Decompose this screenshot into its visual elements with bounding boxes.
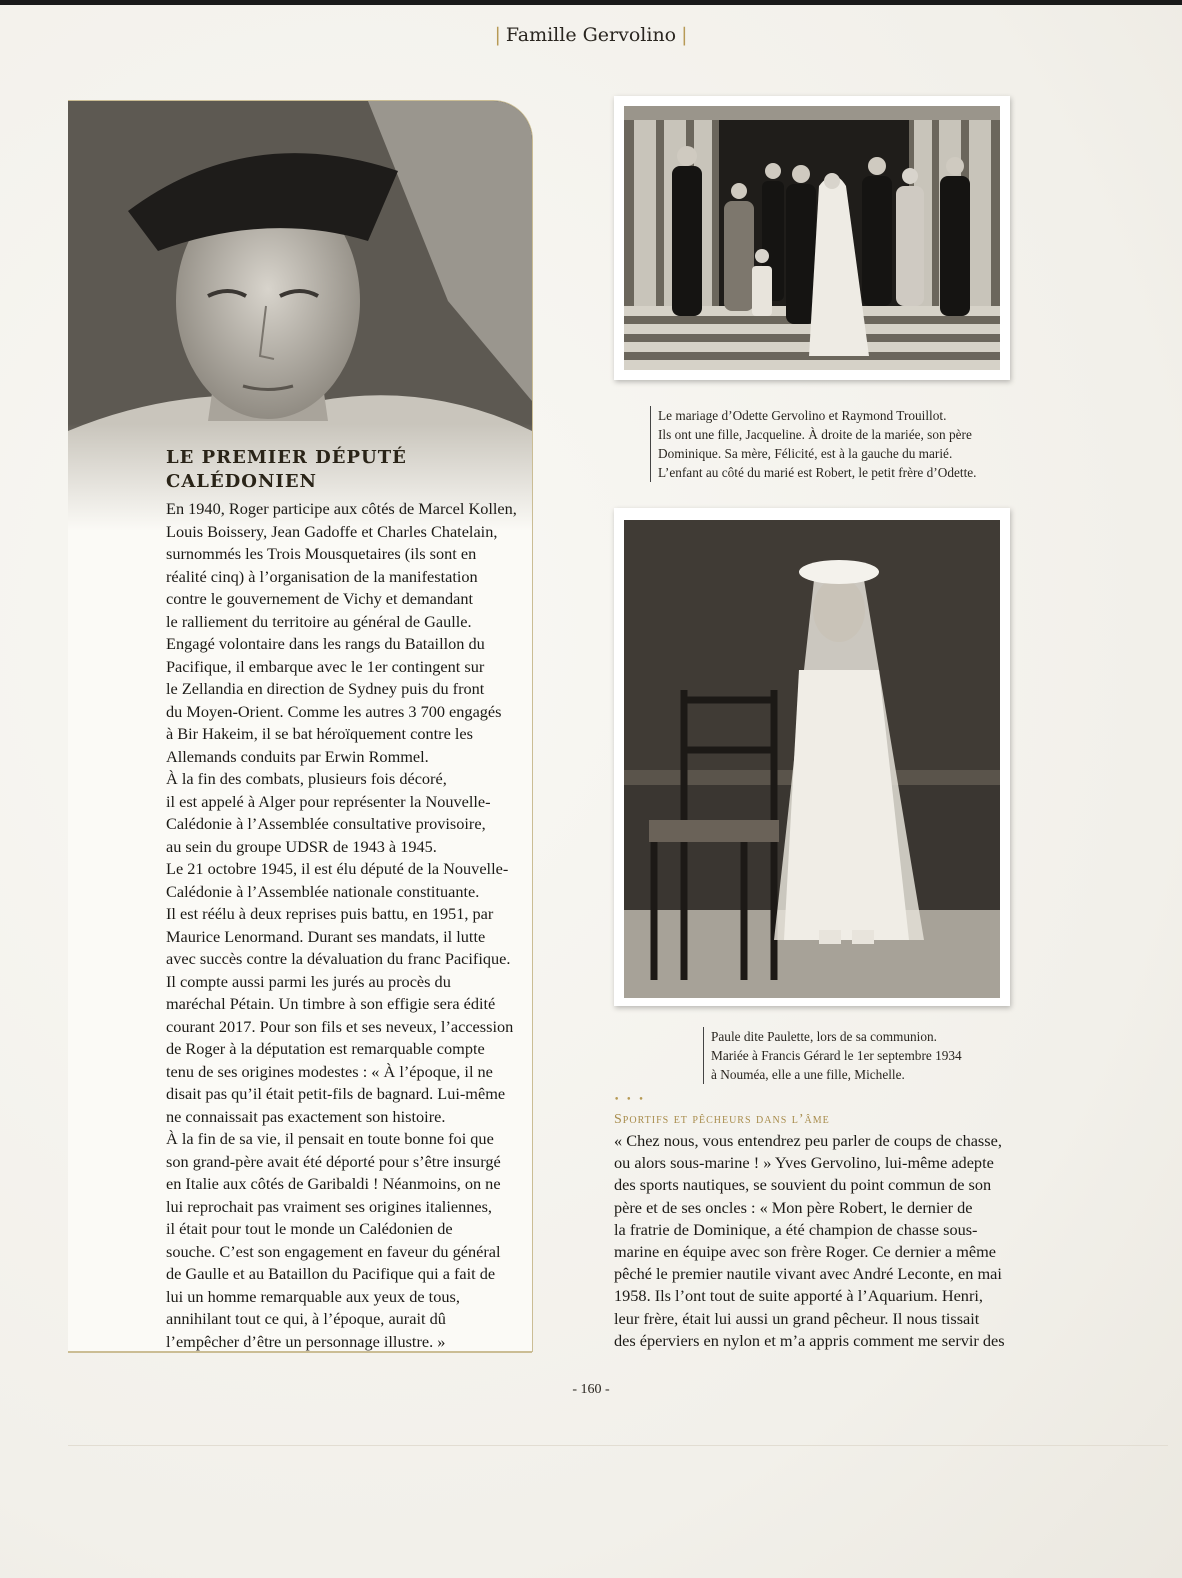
feature-body-line: En 1940, Roger participe aux côtés de Marcel Kollen,	[166, 499, 517, 518]
caption-line: Le mariage d’Odette Gervolino et Raymond Trouillot.	[658, 408, 947, 423]
fishing-body-line: la fratrie de Dominique, a été champion de chasse sous-	[614, 1219, 978, 1239]
feature-body-line: Allemands conduits par Erwin Rommel.	[166, 746, 429, 766]
section-title-line2: CALÉDONIEN	[166, 471, 318, 492]
fishing-body-line: marine en équipe avec son frère Roger. Ce dernier a même	[614, 1242, 996, 1262]
feature-body-line: au sein du groupe UDSR de 1943 à 1945.	[166, 836, 437, 856]
panel-bottom-rule	[68, 1352, 532, 1353]
feature-body-line: annihilant tout ce qui, à l’époque, aurait dû	[166, 1309, 446, 1328]
footer-rule	[68, 1445, 1168, 1446]
feature-body-line: Calédonie à l’Assemblée consultative provisoire,	[166, 814, 486, 833]
header-bar-right: |	[681, 24, 688, 46]
fishing-section-body	[614, 1130, 1024, 1352]
feature-body-line: ne connaissait pas exactement son histoire.	[166, 1106, 446, 1126]
feature-body-line: il était pour tout le monde un Calédonien de	[166, 1219, 453, 1238]
feature-body-line: tenu de ses origines modestes : « À l’époque, il ne	[166, 1061, 493, 1081]
feature-body-line: Louis Boissery, Jean Gadoffe et Charles Chatelain,	[166, 521, 498, 541]
wedding-photo	[624, 106, 1000, 370]
feature-body-line: Engagé volontaire dans les rangs du Bataillon du	[166, 634, 485, 653]
feature-body	[166, 498, 526, 1352]
header-bar-left: |	[494, 24, 501, 46]
fishing-section-title: Sportifs et pêcheurs dans l’âme	[614, 1112, 830, 1127]
fishing-body-line: ou alors sous-marine ! » Yves Gervolino, lui-même adepte	[614, 1153, 994, 1173]
feature-body-line: surnommés les Trois Mousquetaires (ils sont en	[166, 544, 477, 563]
section-title-line1: LE PREMIER DÉPUTÉ	[166, 447, 407, 468]
feature-body-line: à Bir Hakeim, il se bat héroïquement contre les	[166, 724, 473, 743]
feature-body-line: Calédonie à l’Assemblée nationale constituante.	[166, 881, 480, 901]
communion-photo-frame	[614, 508, 1010, 1006]
header-title: Famille Gervolino	[505, 24, 677, 46]
feature-body-line: le Zellandia en direction de Sydney puis du front	[166, 679, 485, 698]
fishing-body-line: des éperviers en nylon et m’a appris comment me servir des	[614, 1330, 1005, 1350]
feature-body-line: de Roger à la députation est remarquable compte	[166, 1039, 485, 1058]
fishing-body-line: père et de ses oncles : « Mon père Robert, le dernier de	[614, 1197, 973, 1217]
running-header	[0, 24, 1182, 46]
feature-body-line: disait pas qu’il était petit-fils de bagnard. Lui-même	[166, 1084, 506, 1103]
feature-body-line: lui un homme remarquable aux yeux de tous,	[166, 1286, 460, 1306]
feature-body-line: le ralliement du territoire au général de Gaulle.	[166, 611, 472, 631]
feature-body-line: Le 21 octobre 1945, il est élu député de la Nouvelle-	[166, 859, 509, 878]
caption-line: Paule dite Paulette, lors de sa communion.	[711, 1029, 938, 1044]
feature-body-line: avec succès contre la dévaluation du franc Pacifique.	[166, 949, 511, 968]
caption-line: Dominique. Sa mère, Félicité, est à la gauche du marié.	[658, 446, 953, 461]
feature-body-line: lui reprochait pas vraiment ses origines italiennes,	[166, 1196, 492, 1216]
fishing-body-line: des sports nautiques, se souvient du point commun de son	[614, 1175, 992, 1195]
feature-body-line: Pacifique, il embarque avec le 1er contingent sur	[166, 656, 485, 676]
feature-body-line: Maurice Lenormand. Durant ses mandats, il lutte	[166, 926, 486, 946]
feature-body-line: en Italie aux côtés de Garibaldi ! Néanmoins, on ne	[166, 1174, 501, 1193]
feature-body-line: contre le gouvernement de Vichy et demandant	[166, 589, 474, 608]
feature-body-line: À la fin des combats, plusieurs fois décoré,	[166, 769, 447, 788]
caption-line: à Nouméa, elle a une fille, Michelle.	[711, 1067, 905, 1082]
feature-body-line: maréchal Pétain. Un timbre à son effigie sera édité	[166, 994, 496, 1013]
page-number: - 160 -	[572, 1382, 610, 1397]
feature-body-line: Il compte aussi parmi les jurés au procès du	[166, 971, 451, 991]
feature-body-line: souche. C’est son engagement en faveur du général	[166, 1241, 501, 1261]
feature-body-line: Il est réélu à deux reprises puis battu, en 1951, par	[166, 904, 494, 923]
feature-body-line: À la fin de sa vie, il pensait en toute bonne foi que	[166, 1129, 494, 1148]
communion-photo-caption	[703, 1027, 962, 1084]
caption-line: Mariée à Francis Gérard le 1er septembre 1934	[711, 1048, 962, 1063]
wedding-photo-frame	[614, 96, 1010, 380]
feature-body-line: de Gaulle et au Bataillon du Pacifique qui a fait de	[166, 1264, 496, 1283]
feature-text-block	[166, 446, 526, 1352]
fishing-body-line: « Chez nous, vous entendrez peu parler de coups de chasse,	[614, 1131, 1002, 1150]
feature-body-line: réalité cinq) à l’organisation de la manifestation	[166, 566, 478, 586]
feature-body-line: courant 2017. Pour son fils et ses neveux, l’accession	[166, 1016, 514, 1036]
feature-body-line: l’empêcher d’être un personnage illustre. »	[166, 1331, 446, 1351]
caption-line: Ils ont une fille, Jacqueline. À droite de la mariée, son père	[658, 427, 972, 442]
communion-photo	[624, 520, 1000, 998]
feature-body-line: son grand-père avait été déporté pour s’être insurgé	[166, 1151, 501, 1171]
fishing-body-line: leur frère, était lui aussi un grand pêcheur. Il nous tissait	[614, 1308, 980, 1328]
left-feature-panel	[68, 100, 533, 1352]
fishing-body-line: 1958. Ils l’ont tout de suite apporté à l’Aquarium. Henri,	[614, 1286, 983, 1306]
feature-body-line: il est appelé à Alger pour représenter la Nouvelle-	[166, 791, 491, 811]
fishing-body-line: pêché le premier nautile vivant avec André Leconte, en mai	[614, 1264, 1002, 1284]
caption-line: L’enfant au côté du marié est Robert, le petit frère d’Odette.	[658, 465, 977, 480]
fishing-section	[614, 1110, 1024, 1352]
section-divider-dots: • • •	[614, 1095, 646, 1105]
feature-body-line: du Moyen-Orient. Comme les autres 3 700 engagés	[166, 701, 502, 721]
wedding-photo-caption	[650, 406, 977, 482]
section-title	[166, 446, 526, 494]
